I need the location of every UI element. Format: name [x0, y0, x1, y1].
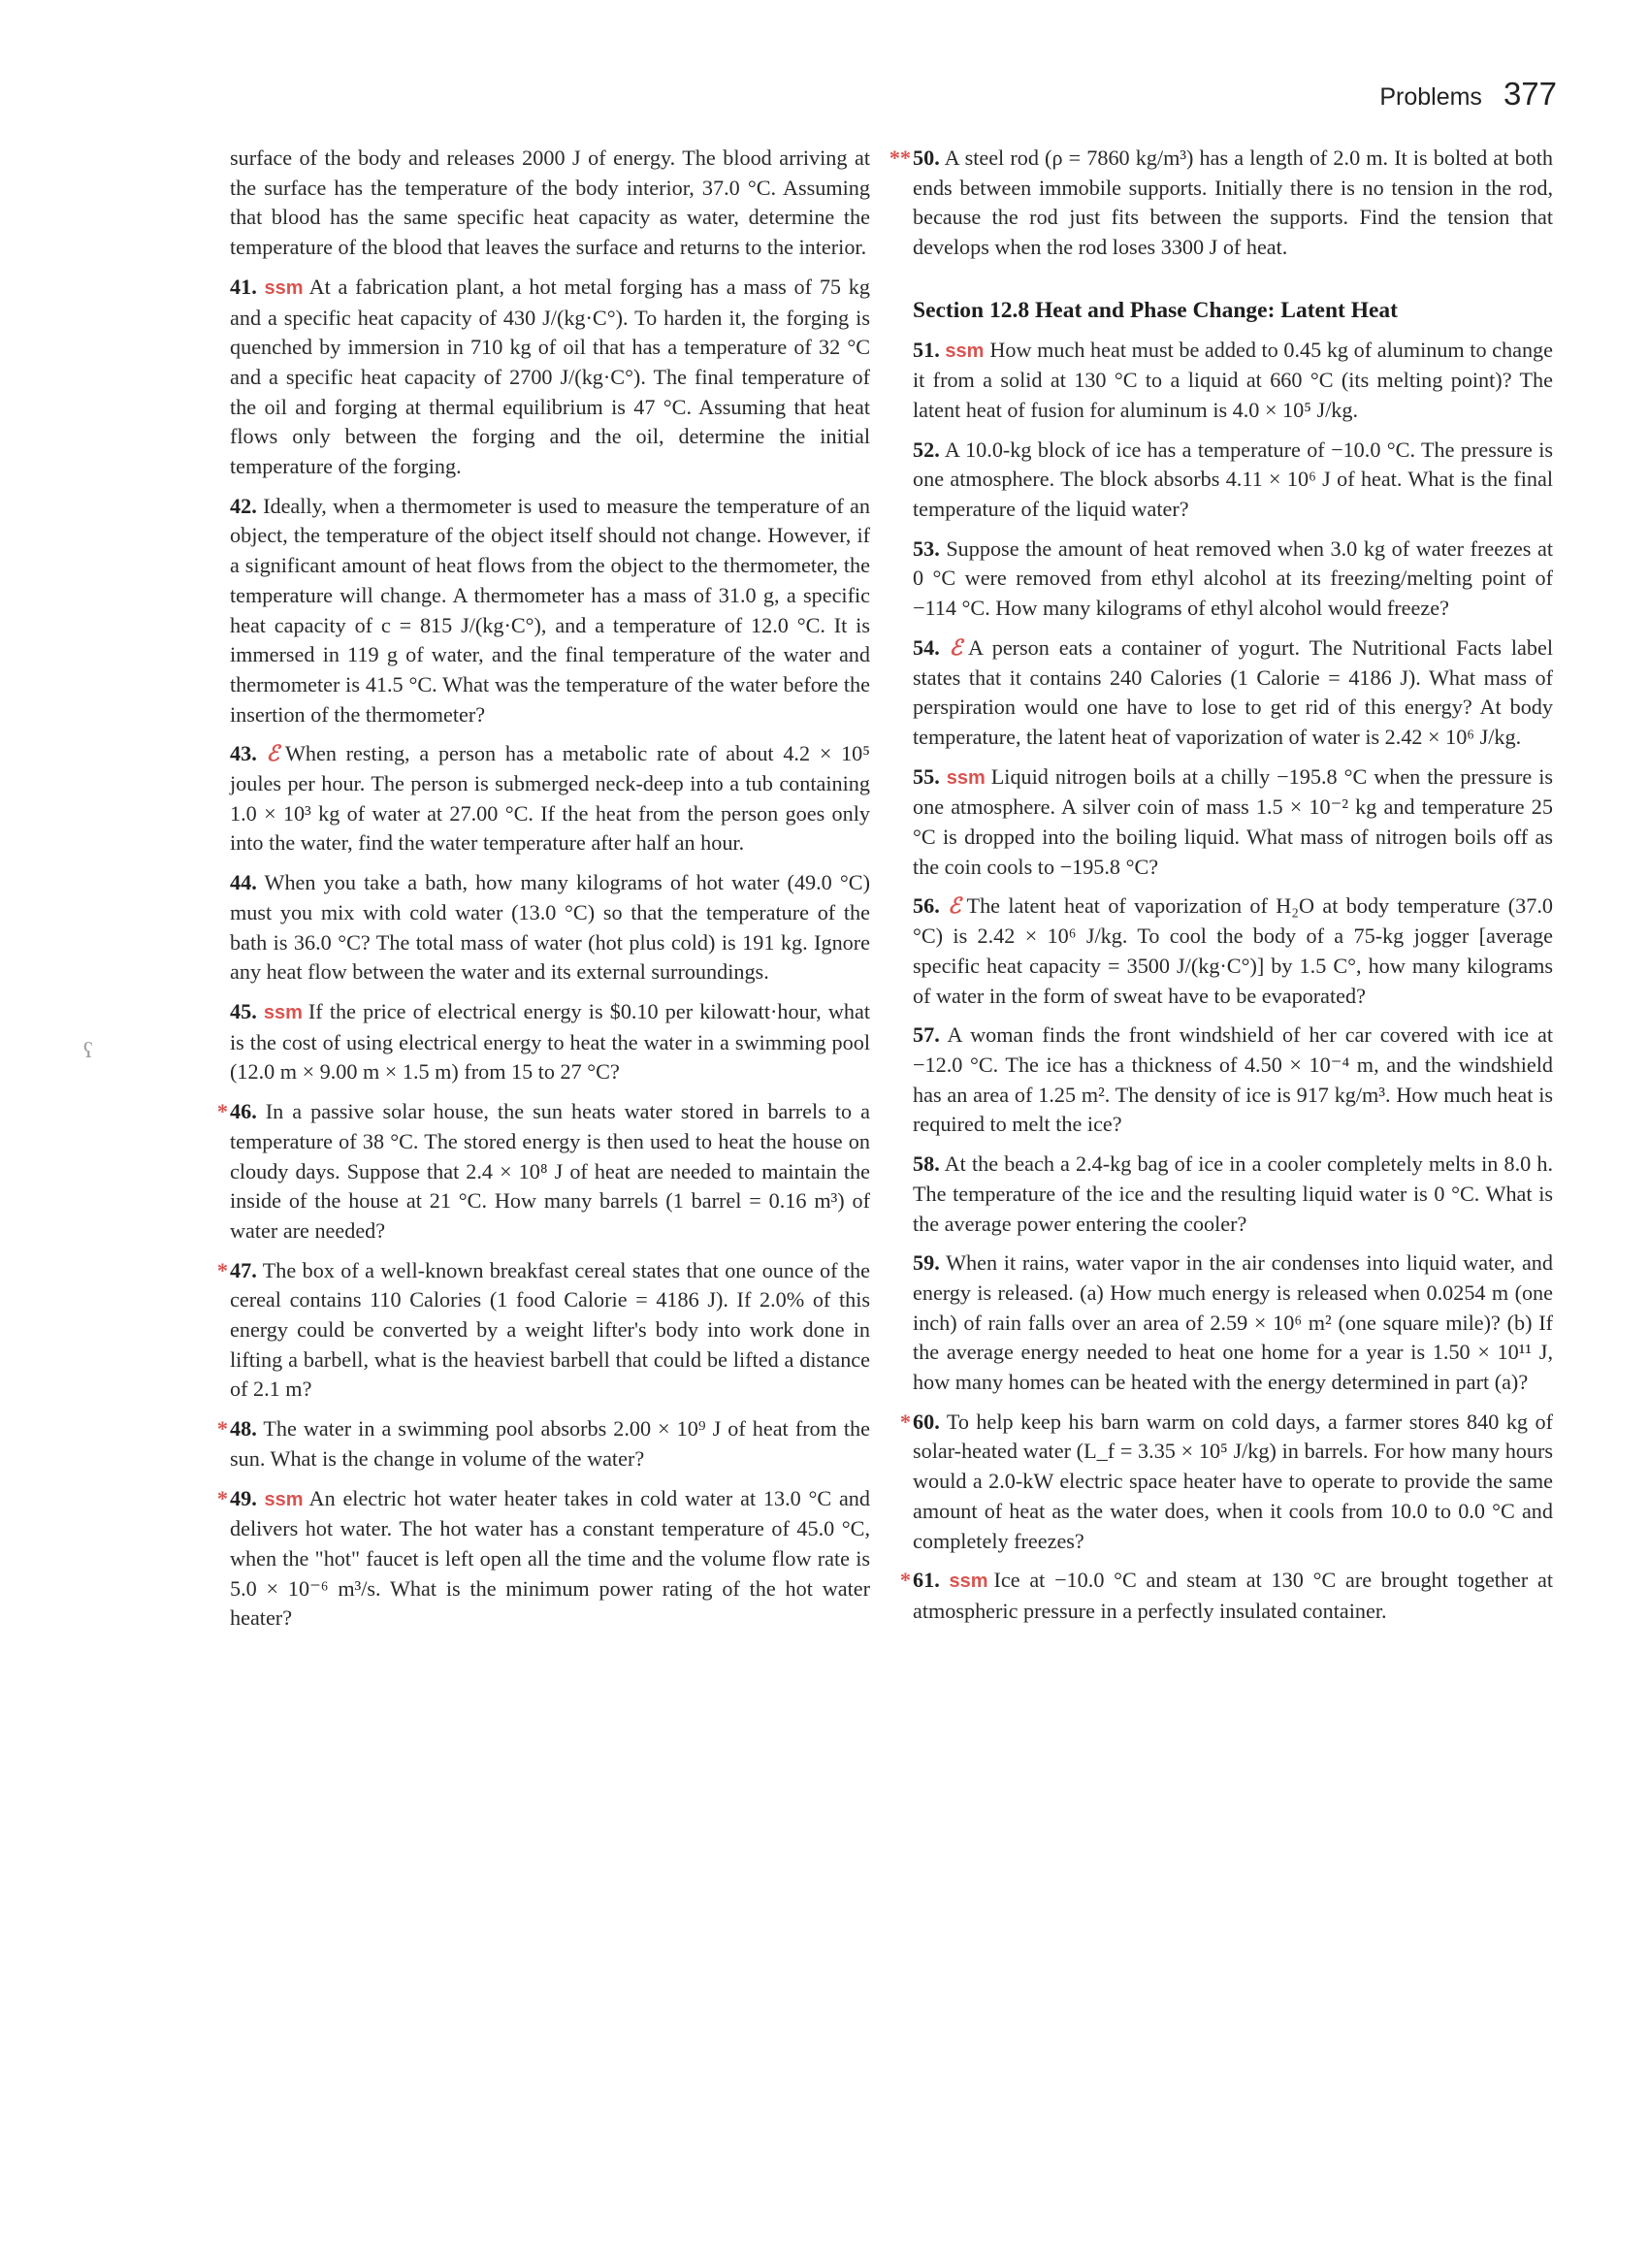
difficulty-star-icon: *	[216, 1099, 228, 1124]
problem-item	[216, 1097, 870, 1247]
problem-item	[913, 1021, 1553, 1140]
problem-text: Ice at −10.0 °C and steam at 130 °C are brought together at atmospheric pressure in a perfectly insulated container.	[913, 1568, 1553, 1623]
problem-item	[230, 997, 870, 1087]
problem-number: 61.	[913, 1568, 940, 1593]
problem-text: A steel rod (ρ = 7860 kg/m³) has a length of 2.0 m. It is bolted at both ends between immobile supports. Initially there is no tension in the rod, because the rod just fits between the supports. Find the tension that develops when the rod loses 3300 J of heat.	[913, 146, 1553, 260]
problem-number: 47.	[230, 1257, 257, 1282]
problem-text: Suppose the amount of heat removed when 3.0 kg of water freezes at 0 °C were removed from ethyl alcohol at its freezing/melting point of −114 °C. How many kilograms of ethyl alcohol would freeze?	[913, 535, 1554, 621]
right-column	[889, 144, 1554, 1636]
difficulty-star-icon: *	[216, 1257, 228, 1282]
right-column-problems	[899, 336, 1554, 1627]
problem-number: 59.	[913, 1250, 940, 1276]
problem-item	[230, 273, 870, 482]
problem-number: 42.	[230, 493, 257, 518]
ssm-tag: ssm	[945, 340, 985, 362]
problem-number: 52.	[913, 437, 940, 462]
page-header	[1379, 76, 1557, 113]
problem-text: When resting, a person has a metabolic rate of about 4.2 × 10⁵ joules per hour. The person is submerged neck-deep into a tub containing 1.0 × 10³ kg of water at 27.00 °C. If the heat from the person goes only into the water, find the water temperature after half an hour.	[230, 741, 871, 856]
problem-number: 51.	[913, 337, 940, 362]
problem-text: The water in a swimming pool absorbs 2.00 × 10⁹ J of heat from the sun. What is the change in volume of the water?	[230, 1416, 870, 1471]
problem-text: A 10.0-kg block of ice has a temperature of −10.0 °C. The pressure is one atmosphere. The block absorbs 4.11 × 10⁶ J of heat. What is the final temperature of the liquid water?	[913, 437, 1553, 522]
problem-item	[216, 1414, 870, 1474]
section-running-head: Problems	[1379, 83, 1482, 111]
problem-text: If the price of electrical energy is $0.10 per kilowatt·hour, what is the cost of using electrical energy to heat the water in a swimming pool (12.0 m × 9.00 m × 1.5 m) from 15 to 27 °C?	[230, 998, 870, 1085]
problem-number: 57.	[913, 1022, 940, 1048]
problem-number: 49.	[230, 1485, 257, 1510]
problem-item	[216, 1256, 870, 1406]
ssm-tag: ssm	[263, 1001, 303, 1023]
problem-text: surface of the body and releases 2000 J of energy. The blood arriving at the surface has the temperature of the body interior, 37.0 °C. Assuming that blood has the same specific heat capacity as water, determine the temperature of the blood that leaves the surface and returns to the interior.	[230, 146, 870, 260]
ssm-tag: ssm	[264, 1488, 304, 1510]
page-number: 377	[1503, 76, 1557, 112]
problem-number: 56.	[913, 893, 940, 919]
problem-text: How much heat must be added to 0.45 kg of aluminum to change it from a solid at 130 °C to a liquid at 660 °C (its melting point)? The latent heat of fusion for aluminum is 4.0 × 10⁵ J/kg.	[913, 337, 1554, 422]
problem-number: 55.	[913, 763, 940, 789]
problem-number: 58.	[913, 1151, 940, 1177]
problem-text: A person eats a container of yogurt. The Nutritional Facts label states that it contains 240 Calories (1 Calorie = 4186 J). What mass of perspiration would one have to lose to get rid of this energy? At body temperature, the latent heat of vaporization of water is 2.42 × 10⁶ J/kg.	[913, 634, 1553, 749]
margin-mark: ʕ	[83, 1038, 93, 1062]
problem-number: 53.	[913, 535, 940, 561]
problem-item	[230, 492, 870, 730]
left-column	[216, 144, 871, 1643]
difficulty-star-icon: *	[899, 1409, 911, 1434]
biomedical-runner-icon: ℰ	[949, 634, 963, 660]
problem-item	[913, 1150, 1553, 1239]
difficulty-star-icon: *	[216, 1485, 228, 1510]
biomedical-runner-icon: ℰ	[266, 741, 279, 766]
problem-number: 46.	[230, 1099, 257, 1124]
biomedical-runner-icon: ℰ	[948, 893, 961, 919]
difficulty-star-icon: **	[889, 146, 911, 170]
problem-text: The box of a well-known breakfast cereal states that one ounce of the cereal contains 110 Calories (1 food Calorie = 4186 J). If 2.0% of this energy could be converted by a weight lifter's body into work done in lifting a barbell, what is the heaviest barbell that could be lifted a distance of 2.1 m?	[230, 1257, 870, 1402]
problem-item	[913, 1248, 1553, 1398]
problem-text: An electric hot water heater takes in cold water at 13.0 °C and delivers hot water. The hot water has a constant temperature of 45.0 °C, when the "hot" faucet is left open all the time and the volume flow rate is 5.0 × 10⁻⁶ m³/s. What is the minimum power rating of the hot water heater?	[230, 1485, 870, 1631]
problem-text: The latent heat of vaporization of H₂O at body temperature (37.0 °C) is 2.42 × 10⁶ J/kg. To cool the body of a 75-kg jogger [average specific heat capacity = 3500 J/(kg·C°)] by 1.5 C°, how many kilograms of water in the form of sweat have to be evaporated?	[913, 893, 1554, 1008]
problem-item	[230, 868, 870, 988]
problem-item	[230, 144, 870, 263]
problem-text: A woman finds the front windshield of her car covered with ice at −12.0 °C. The ice has a thickness of 4.50 × 10⁻⁴ m, and the windshield has an area of 1.25 m². The density of ice is 917 kg/m³. How much heat is required to melt the ice?	[913, 1022, 1553, 1137]
problem-text: To help keep his barn warm on cold days, a farmer stores 840 kg of solar-heated water (L_f = 3.35 × 10⁵ J/kg) in barrels. For how many hours would a 2.0-kW electric space heater have to operate to provide the same amount of heat as the water does, when it cools from 10.0 to 0.0 °C and completely freezes?	[913, 1409, 1553, 1553]
right-column-top	[889, 144, 1553, 263]
problem-item	[230, 739, 870, 859]
problem-number: 41.	[230, 274, 257, 299]
problem-number: 50.	[913, 146, 940, 170]
problem-number: 54.	[913, 634, 940, 660]
problem-text: Liquid nitrogen boils at a chilly −195.8 °C when the pressure is one atmosphere. A silver coin of mass 1.5 × 10⁻² kg and temperature 25 °C is dropped into the boiling liquid. What mass of nitrogen boils off as the coin cools to −195.8 °C?	[913, 763, 1553, 879]
problem-text: When you take a bath, how many kilograms of hot water (49.0 °C) must you mix with cold water (13.0 °C) so that the temperature of the bath is 36.0 °C? The total mass of water (hot plus cold) is 191 kg. Ignore any heat flow between the water and its external surroundings.	[230, 870, 870, 985]
problem-number: 48.	[230, 1416, 257, 1442]
problem-item	[913, 891, 1553, 1011]
problem-item	[913, 336, 1553, 426]
problem-number: 44.	[230, 870, 257, 895]
ssm-tag: ssm	[946, 766, 986, 789]
ssm-tag: ssm	[949, 1571, 988, 1593]
problem-number: 60.	[913, 1409, 940, 1434]
section-heading: Section 12.8 Heat and Phase Change: Latent Heat	[913, 297, 1399, 323]
problem-item	[913, 535, 1553, 624]
problem-item	[913, 633, 1553, 753]
problem-number: 43.	[230, 741, 257, 766]
problem-text: At the beach a 2.4-kg bag of ice in a cooler completely melts in 8.0 h. The temperature of the ice and the resulting liquid water is 0 °C. What is the average power entering the cooler?	[913, 1151, 1553, 1236]
ssm-tag: ssm	[264, 276, 304, 299]
problem-item	[913, 762, 1553, 883]
problem-text: Ideally, when a thermometer is used to measure the temperature of an object, the temperature of the object itself should not change. However, if a significant amount of heat flows from the object to the thermometer, the temperature will change. A thermometer has a mass of 31.0 g, a specific heat capacity of c = 815 J/(kg·C°), and a temperature of 12.0 °C. It is immersed in 119 g of water, and the final temperature of the water and thermometer is 41.5 °C. What was the temperature of the water before the insertion of the thermometer?	[230, 493, 871, 727]
problem-text: When it rains, water vapor in the air condenses into liquid water, and energy is released. (a) How much energy is released when 0.0254 m (one inch) of rain falls over an area of 2.59 × 10⁶ m² (one square mile)? (b) If the average energy needed to heat one home for a year is 1.50 × 10¹¹ J, how many homes can be heated with the energy determined in part (a)?	[913, 1250, 1553, 1395]
problem-item	[899, 1408, 1553, 1557]
problem-item	[913, 436, 1553, 525]
problem-text: In a passive solar house, the sun heats water stored in barrels to a temperature of 38 °C. The stored energy is then used to heat the house on cloudy days. Suppose that 2.4 × 10⁸ J of heat are needed to maintain the inside of the house at 21 °C. How many barrels (1 barrel = 0.16 m³) of water are needed?	[230, 1099, 870, 1243]
problem-number: 45.	[230, 998, 257, 1023]
problem-text: At a fabrication plant, a hot metal forging has a mass of 75 kg and a specific heat capacity of 430 J/(kg·C°). To harden it, the forging is quenched by immersion in 710 kg of oil that has a temperature of 32 °C and a specific heat capacity of 2700 J/(kg·C°). The final temperature of the oil and forging at thermal equilibrium is 47 °C. Assuming that heat flows only between the forging and the oil, determine the initial temperature of the forging.	[230, 274, 870, 479]
difficulty-star-icon: *	[216, 1416, 228, 1442]
problem-item	[889, 144, 1553, 263]
problem-item	[216, 1484, 870, 1635]
problem-item	[899, 1566, 1553, 1626]
difficulty-star-icon: *	[899, 1568, 911, 1593]
